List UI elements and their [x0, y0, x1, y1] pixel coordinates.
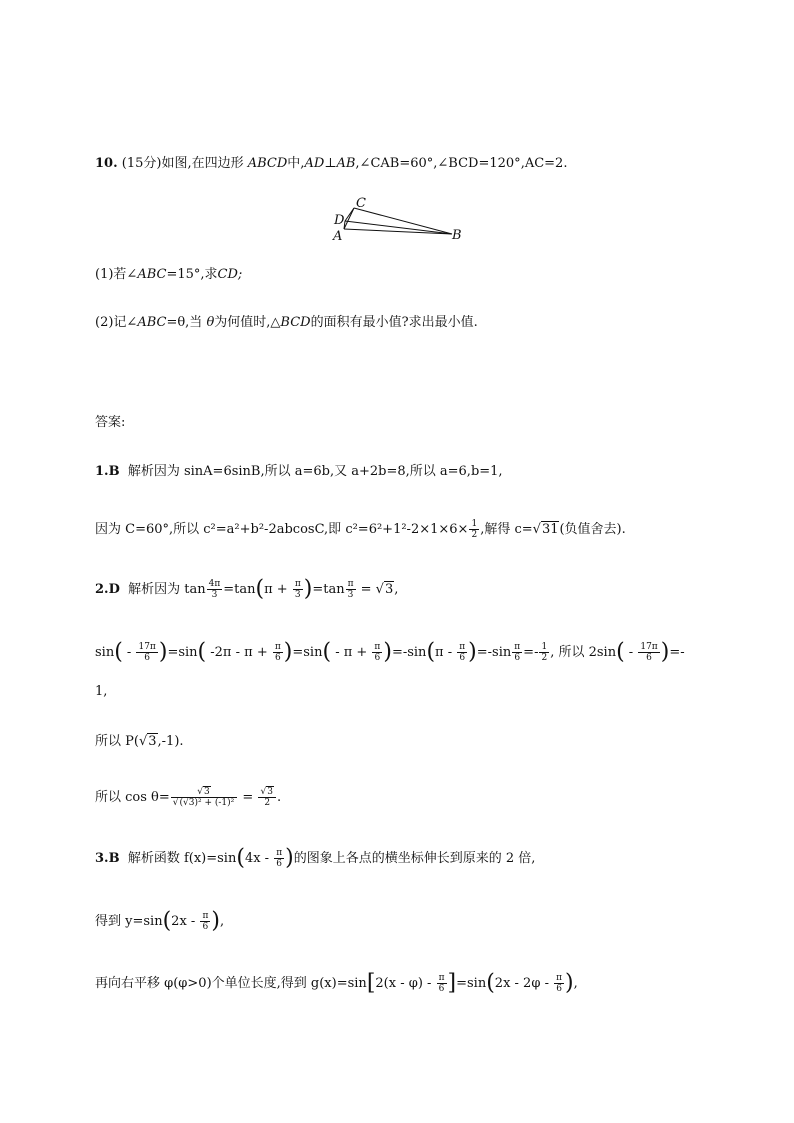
answer-2-line-5: 所以 cos θ= $\frac{√3}{\text{√(√3)² + (-1)²}}$ = $\frac{√3}{2}$ .	[95, 787, 282, 808]
answer-1-line-1: 1.B 解析因为 sinA=6sinB,所以 a=6b,又 a+2b=8,所以 a=6,b=1,	[95, 464, 503, 479]
label-c: C	[356, 196, 366, 211]
answer-3-line-3: 再向右平移 φ(φ>0)个单位长度,得到 g(x)=sin[2(x - φ) - $\frac{\pi}{6}$ ]=sin(2x - 2φ - $\frac{\pi}{6}$ ),	[95, 970, 578, 996]
answer-1-line-2: 因为 C=60°,所以 c²=a²+b²-2abcosC,即 c²=6²+1²-2×1×6× $\frac{1}{2}$ ,解得 c=√31(负值舍去).	[95, 519, 626, 540]
label-b: B	[452, 228, 462, 243]
question-10: 10. (15分)如图,在四边形 ABCD中,AD⊥AB,∠CAB=60°,∠BCD=120°,AC=2.	[95, 156, 568, 171]
label-d: D	[334, 213, 345, 228]
answer-2-line-2: sin( - $\frac{17\pi}{6}$ )=sin( -2π - π + $\frac{\pi}{6}$ )=sin( - π + $\frac{\pi}{6}$ )=-sin(π - $\frac{\pi}{6}$ )=-sin $\frac{\pi}{6}$ =- $\frac{1}{2}$ , 所以 2sin( - $\frac{17\pi}{6}$ )=-	[95, 639, 685, 665]
label-a: A	[333, 229, 343, 244]
fraction-one-half: $\frac{1}{2}$	[471, 519, 478, 540]
answer-2-line-3: 1,	[95, 684, 108, 699]
question-number: 10.	[95, 156, 118, 171]
quadrilateral-figure	[330, 193, 470, 245]
answer-heading: 答案:	[95, 415, 126, 430]
answer-2-line-1: 2.D 解析因为 tan $\frac{4\pi}{3}$ =tan(π + $\frac{\pi}{3}$ )=tan $\frac{\pi}{3}$ = √3,	[95, 576, 399, 602]
answer-3-line-1: 3.B 解析函数 f(x)=sin(4x - $\frac{\pi}{6}$ )的图象上各点的横坐标伸长到原来的 2 倍,	[95, 845, 536, 871]
question-10-part-1: (1)若∠ABC=15°,求CD;	[95, 267, 243, 282]
answer-2-line-4: 所以 P(√3,-1).	[95, 734, 184, 749]
question-10-part-2: (2)记∠ABC=θ,当 θ为何值时,△BCD的面积有最小值?求出最小值.	[95, 315, 478, 330]
answer-3-line-2: 得到 y=sin(2x - $\frac{\pi}{6}$ ),	[95, 908, 225, 934]
